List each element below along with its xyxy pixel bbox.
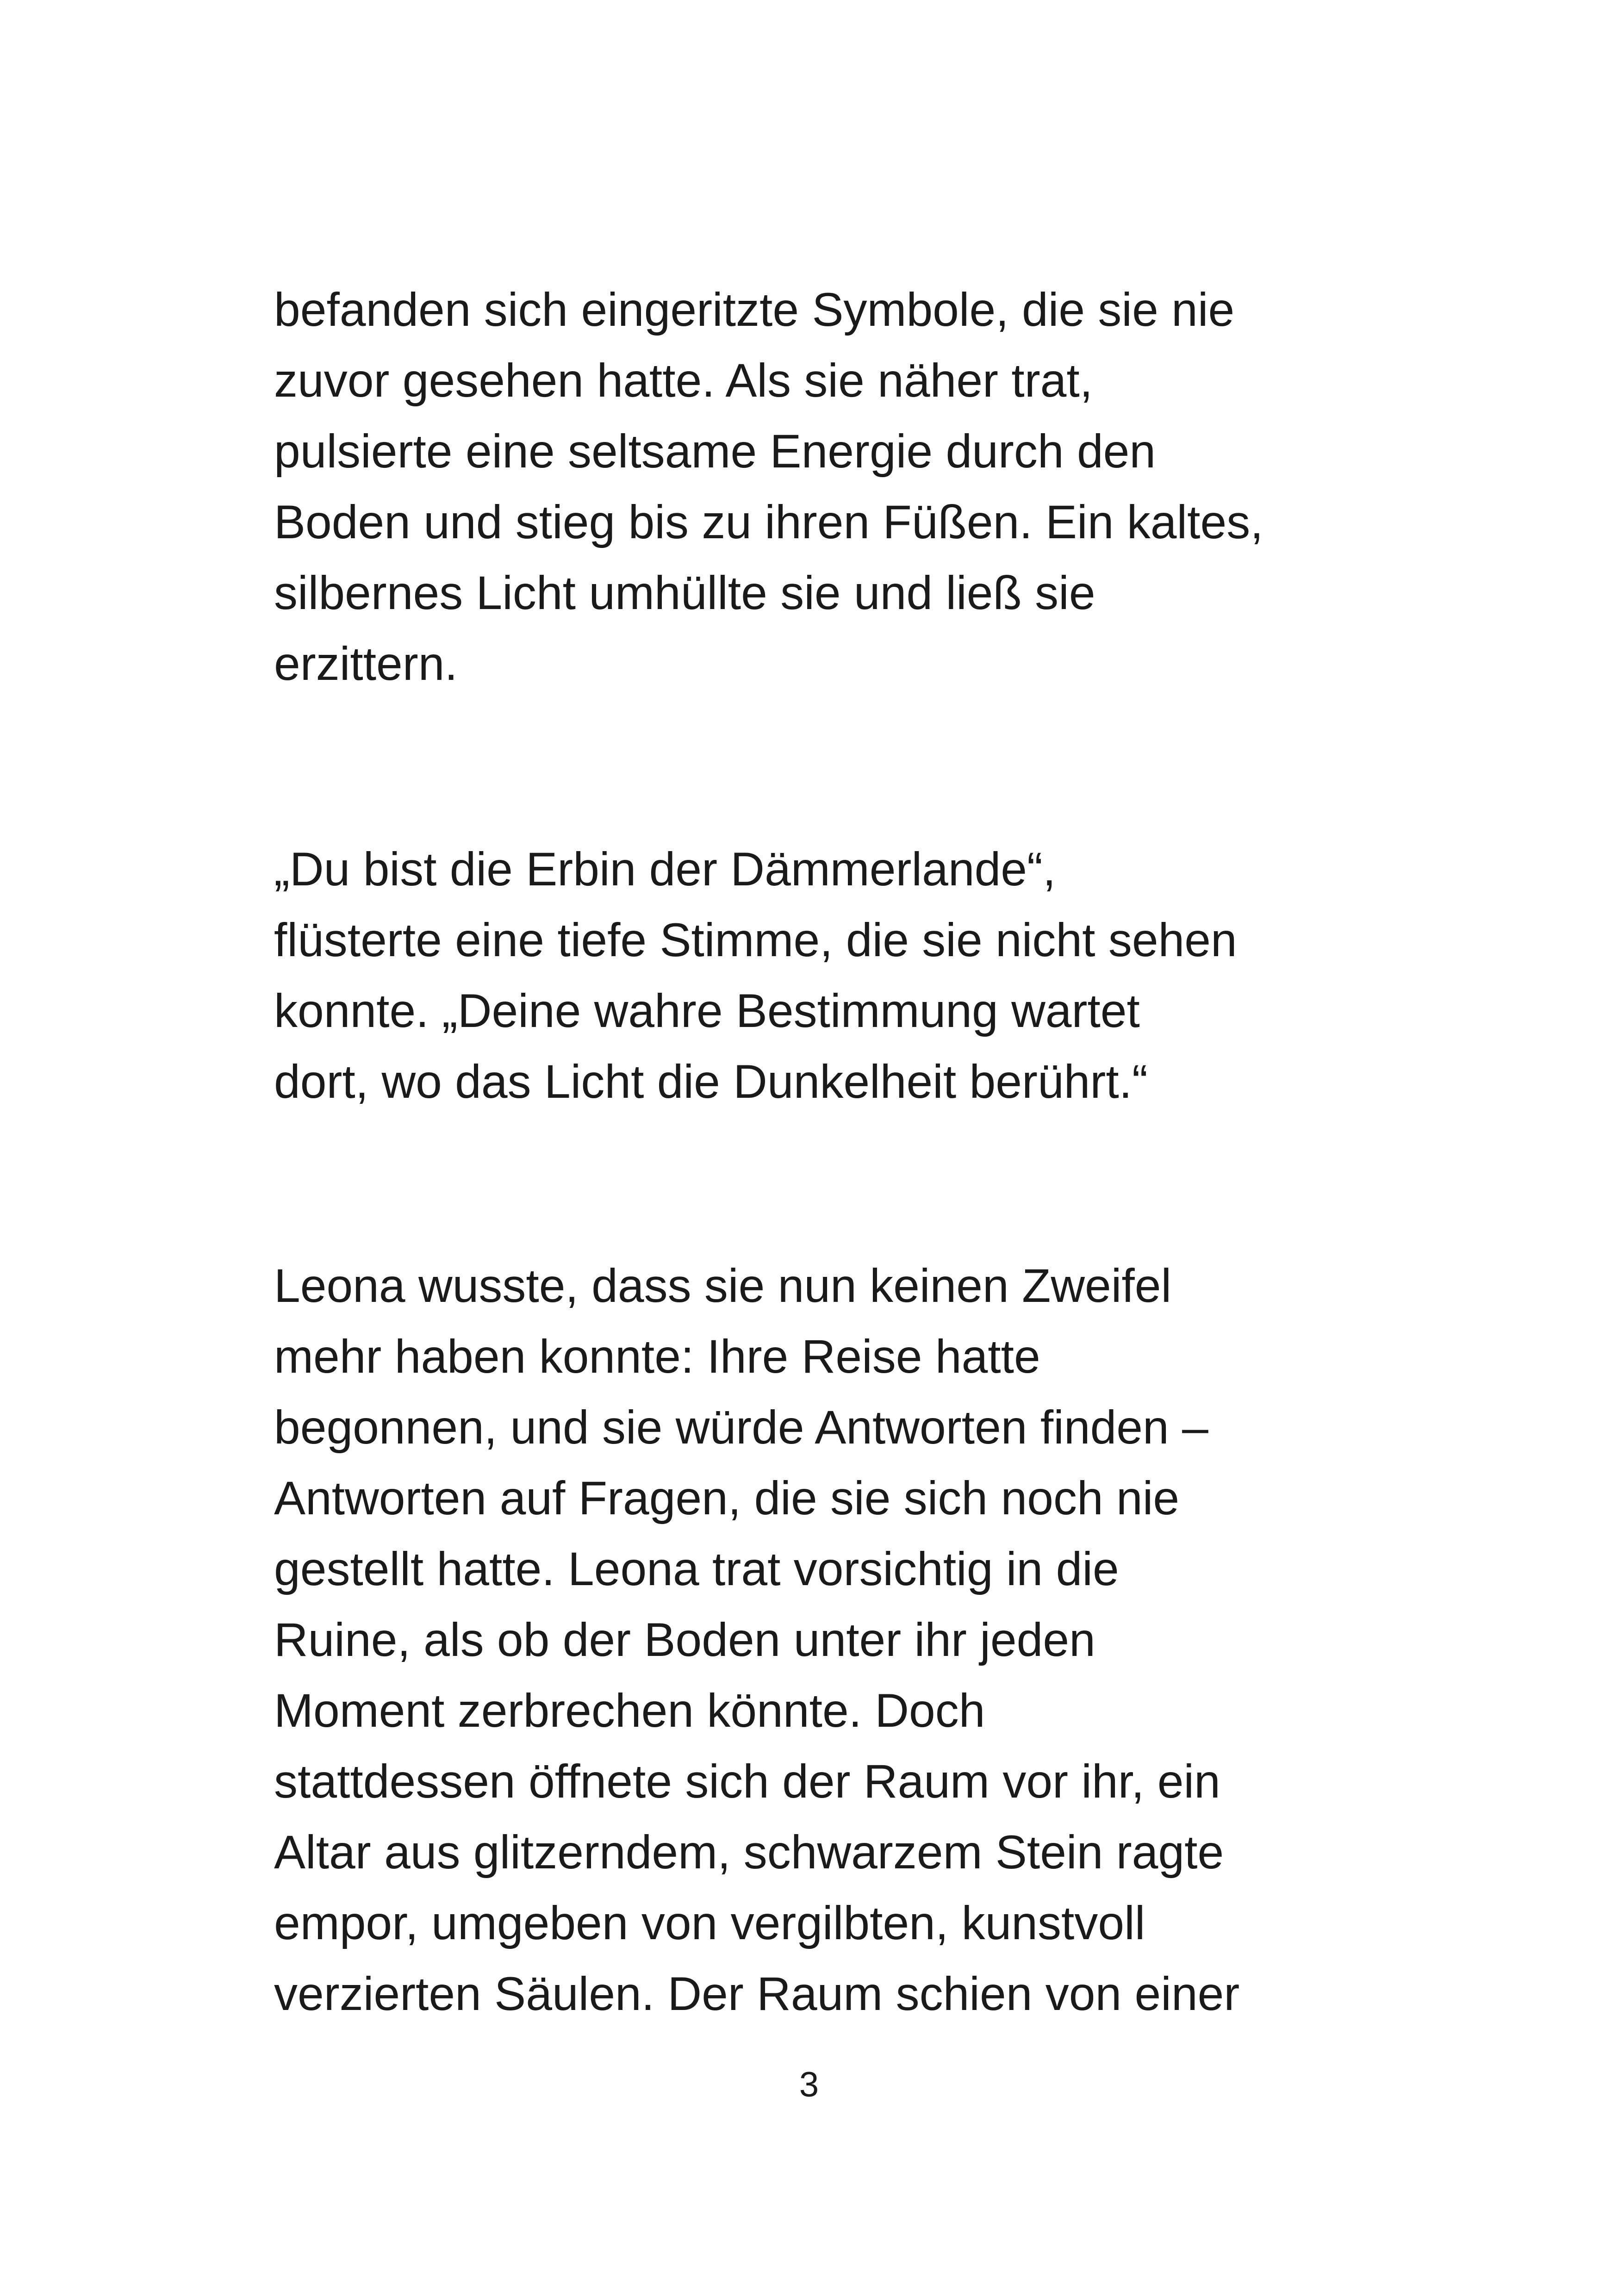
text-line: zuvor gesehen hatte. Als sie näher trat, [274,354,1093,407]
text-line: Boden und stieg bis zu ihren Füßen. Ein kaltes, [274,496,1263,548]
paragraph-2 [274,834,1366,1117]
text-line: Altar aus glitzerndem, schwarzem Stein ragte [274,1826,1224,1879]
text-line: silbernes Licht umhüllte sie und ließ sie [274,566,1095,619]
text-line: Antworten auf Fragen, die sie sich noch nie [274,1472,1180,1524]
text-line: „Du bist die Erbin der Dämmerlande“, [274,843,1056,896]
text-line: gestellt hatte. Leona trat vorsichtig in die [274,1543,1119,1595]
text-line: Leona wusste, dass sie nun keinen Zweifel [274,1259,1172,1312]
text-line: begonnen, und sie würde Antworten finden – [274,1401,1208,1454]
page-number: 3 [799,2065,819,2104]
text-line: erzittern. [274,637,458,690]
text-line: dort, wo das Licht die Dunkelheit berührt.“ [274,1055,1148,1108]
text-line: pulsierte eine seltsame Energie durch den [274,425,1156,478]
paragraph-3 [274,1251,1366,2029]
text-line: konnte. „Deine wahre Bestimmung wartet [274,984,1140,1037]
paragraph-1 [274,274,1366,699]
text-line: empor, umgeben von vergilbten, kunstvoll [274,1897,1145,1949]
text-line: befanden sich eingeritzte Symbole, die sie nie [274,283,1235,336]
text-line: Ruine, als ob der Boden unter ihr jeden [274,1613,1095,1666]
text-line: stattdessen öffnete sich der Raum vor ihr, ein [274,1755,1220,1808]
text-line: verzierten Säulen. Der Raum schien von einer [274,1967,1240,2020]
text-line: flüsterte eine tiefe Stimme, die sie nicht sehen [274,914,1237,966]
text-line: mehr haben konnte: Ihre Reise hatte [274,1330,1040,1383]
text-line: Moment zerbrechen könnte. Doch [274,1684,985,1737]
